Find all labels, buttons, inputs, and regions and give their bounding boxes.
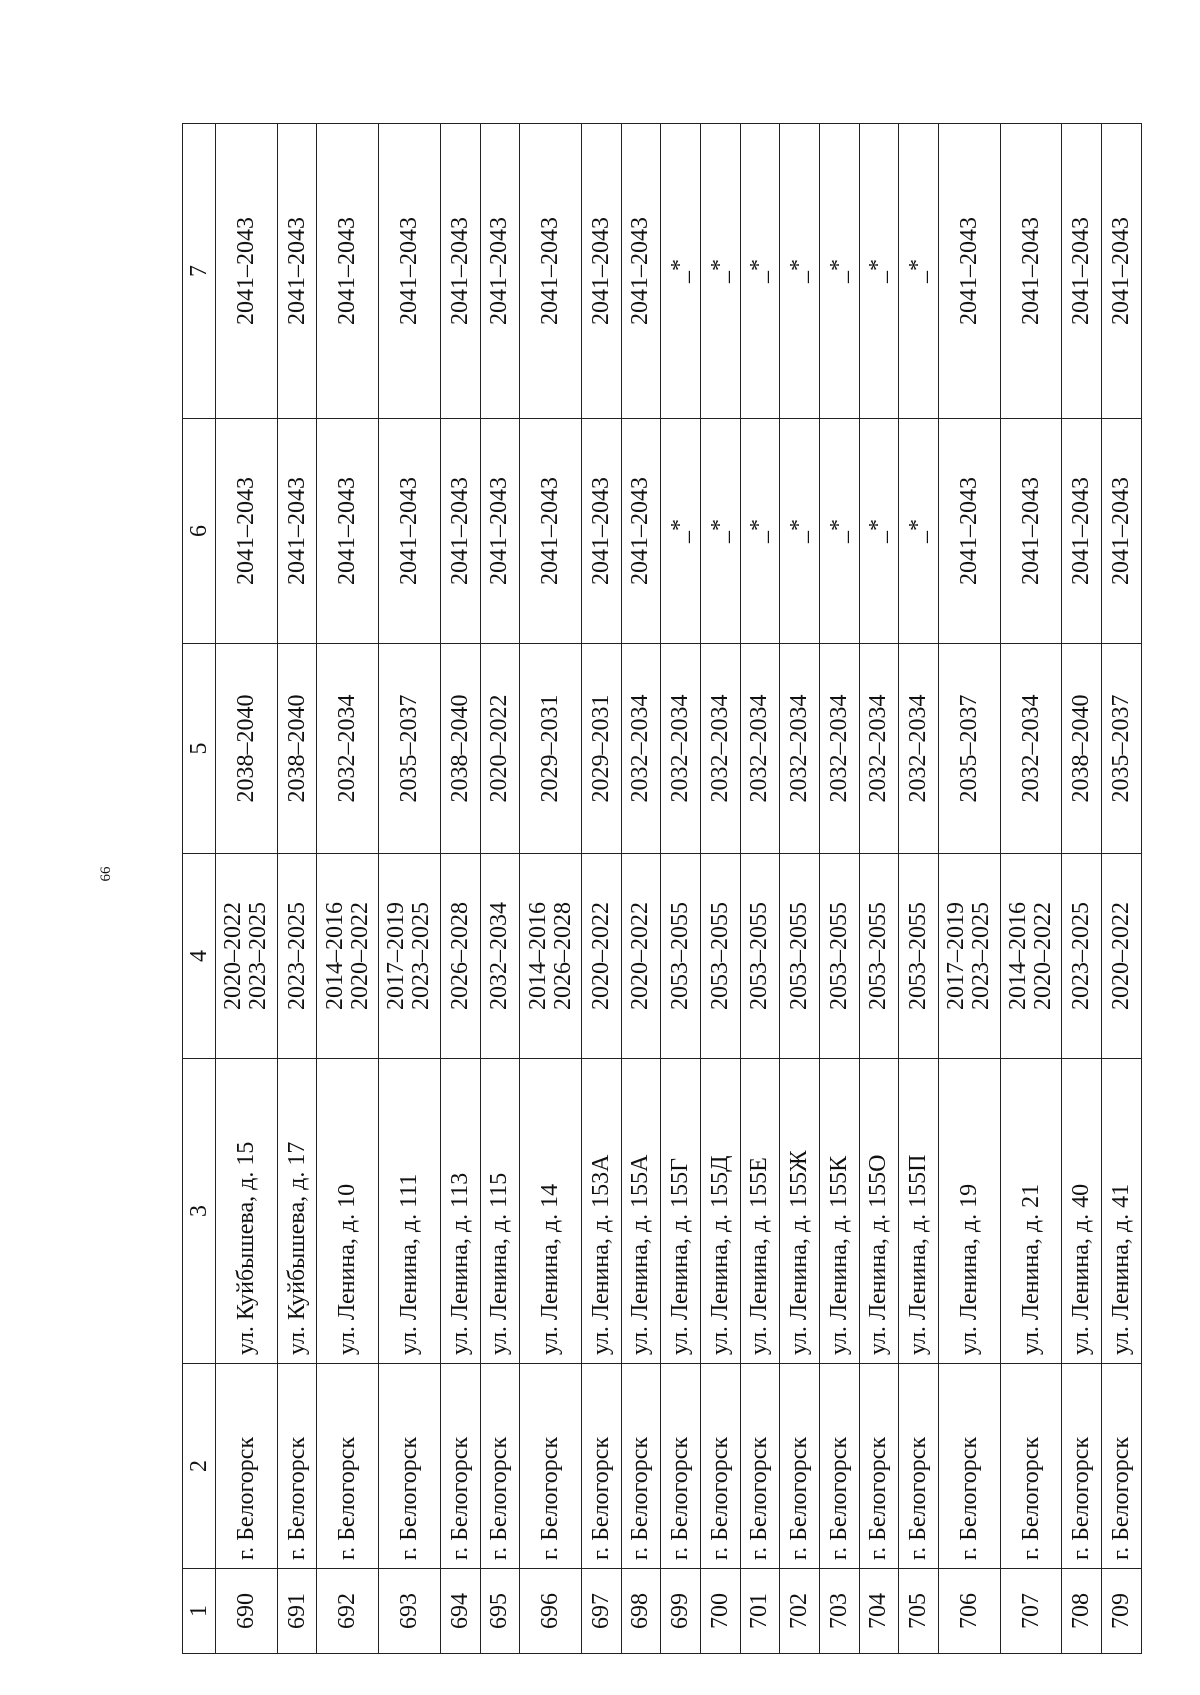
- row-number-cell: 700: [700, 1569, 740, 1654]
- years-cell: [317, 854, 379, 1059]
- row-number-cell: 704: [859, 1569, 899, 1654]
- table-row: [819, 124, 859, 1654]
- column-header: 5: [183, 644, 216, 854]
- years-cell: [1000, 854, 1062, 1059]
- row-number-cell: 701: [740, 1569, 780, 1654]
- column6-cell: 2041–2043: [317, 419, 379, 644]
- column5-cell: 2020–2022: [480, 644, 520, 854]
- column6-cell: _*: [899, 419, 939, 644]
- city-cell: г. Белогорск: [859, 1364, 899, 1569]
- column7-cell: 2041–2043: [379, 124, 441, 419]
- table-row: [938, 124, 1000, 1654]
- row-number-cell: 693: [379, 1569, 441, 1654]
- column5-cell: 2035–2037: [1102, 644, 1142, 854]
- column5-cell: 2032–2034: [740, 644, 780, 854]
- city-cell: г. Белогорск: [520, 1364, 582, 1569]
- column-header: 3: [183, 1059, 216, 1364]
- years-line: 2053–2055: [825, 902, 852, 1010]
- column5-cell: 2038–2040: [440, 644, 480, 854]
- row-number-cell: 705: [899, 1569, 939, 1654]
- address-cell: ул. Ленина, д. 41: [1102, 1059, 1142, 1364]
- row-number-cell: 707: [1000, 1569, 1062, 1654]
- address-cell: ул. Ленина, д. 155П: [899, 1059, 939, 1364]
- column6-cell: _*: [859, 419, 899, 644]
- years-cell: [899, 854, 939, 1059]
- years-line: 2023–2025: [1068, 902, 1095, 1010]
- city-cell: г. Белогорск: [480, 1364, 520, 1569]
- column7-cell: _*: [859, 124, 899, 419]
- table-row: [780, 124, 820, 1654]
- city-cell: г. Белогорск: [1062, 1364, 1102, 1569]
- years-cell: [938, 854, 1000, 1059]
- years-line: 2020–2022: [1030, 902, 1057, 1010]
- column7-cell: 2041–2043: [1062, 124, 1102, 419]
- address-cell: ул. Ленина, д. 21: [1000, 1059, 1062, 1364]
- row-number-cell: 690: [216, 1569, 278, 1654]
- city-cell: г. Белогорск: [277, 1364, 317, 1569]
- column7-cell: 2041–2043: [216, 124, 278, 419]
- column6-cell: _*: [700, 419, 740, 644]
- column7-cell: _*: [780, 124, 820, 419]
- years-line: 2053–2055: [905, 902, 932, 1010]
- column5-cell: 2029–2031: [520, 644, 582, 854]
- address-cell: ул. Ленина, д. 14: [520, 1059, 582, 1364]
- years-cell: [379, 854, 441, 1059]
- row-number-cell: 697: [581, 1569, 621, 1654]
- table-row: [661, 124, 701, 1654]
- table-row: [1062, 124, 1102, 1654]
- address-cell: ул. Ленина, д. 155Г: [661, 1059, 701, 1364]
- city-cell: г. Белогорск: [317, 1364, 379, 1569]
- address-cell: ул. Ленина, д. 155О: [859, 1059, 899, 1364]
- page-number: 66: [98, 866, 114, 882]
- years-line: 2020–2022: [587, 902, 614, 1010]
- years-cell: [621, 854, 661, 1059]
- city-cell: г. Белогорск: [1102, 1364, 1142, 1569]
- years-line: 2032–2034: [486, 902, 513, 1010]
- column6-cell: _*: [780, 419, 820, 644]
- table-row: [520, 124, 582, 1654]
- row-number-cell: 695: [480, 1569, 520, 1654]
- address-cell: ул. Ленина, д. 155Д: [700, 1059, 740, 1364]
- table-row: [317, 124, 379, 1654]
- column6-cell: _*: [819, 419, 859, 644]
- table-row: [440, 124, 480, 1654]
- table-row: [379, 124, 441, 1654]
- row-number-cell: 699: [661, 1569, 701, 1654]
- column5-cell: 2032–2034: [661, 644, 701, 854]
- city-cell: г. Белогорск: [440, 1364, 480, 1569]
- row-number-cell: 706: [938, 1569, 1000, 1654]
- table-row: [700, 124, 740, 1654]
- years-cell: [859, 854, 899, 1059]
- table-body: [216, 124, 1142, 1654]
- years-line: 2023–2025: [245, 902, 272, 1010]
- years-line: 2053–2055: [667, 902, 694, 1010]
- years-line: 2020–2022: [220, 902, 247, 1010]
- address-cell: ул. Ленина, д. 155А: [621, 1059, 661, 1364]
- years-line: 2017–2019: [383, 902, 410, 1010]
- column5-cell: 2029–2031: [581, 644, 621, 854]
- column7-cell: 2041–2043: [938, 124, 1000, 419]
- years-cell: [440, 854, 480, 1059]
- years-line: 2026–2028: [446, 902, 473, 1010]
- column7-cell: 2041–2043: [621, 124, 661, 419]
- city-cell: г. Белогорск: [740, 1364, 780, 1569]
- column6-cell: 2041–2043: [1102, 419, 1142, 644]
- column5-cell: 2032–2034: [317, 644, 379, 854]
- column5-cell: 2035–2037: [938, 644, 1000, 854]
- column7-cell: 2041–2043: [440, 124, 480, 419]
- column6-cell: _*: [740, 419, 780, 644]
- address-cell: ул. Ленина, д. 113: [440, 1059, 480, 1364]
- column6-cell: 2041–2043: [379, 419, 441, 644]
- years-cell: [740, 854, 780, 1059]
- years-line: 2014–2016: [321, 902, 348, 1010]
- years-line: 2053–2055: [786, 902, 813, 1010]
- address-cell: ул. Ленина, д. 10: [317, 1059, 379, 1364]
- address-cell: ул. Ленина, д. 19: [938, 1059, 1000, 1364]
- column5-cell: 2032–2034: [819, 644, 859, 854]
- column6-cell: 2041–2043: [581, 419, 621, 644]
- city-cell: г. Белогорск: [780, 1364, 820, 1569]
- rotated-table-container: [182, 124, 1142, 1654]
- address-cell: ул. Куйбышева, д. 17: [277, 1059, 317, 1364]
- table-row: [621, 124, 661, 1654]
- column-header: 6: [183, 419, 216, 644]
- column6-cell: 2041–2043: [520, 419, 582, 644]
- years-cell: [661, 854, 701, 1059]
- address-cell: ул. Ленина, д. 155Ж: [780, 1059, 820, 1364]
- column7-cell: 2041–2043: [480, 124, 520, 419]
- city-cell: г. Белогорск: [819, 1364, 859, 1569]
- column6-cell: 2041–2043: [277, 419, 317, 644]
- row-number-cell: 709: [1102, 1569, 1142, 1654]
- column-header: 7: [183, 124, 216, 419]
- address-cell: ул. Ленина, д. 115: [480, 1059, 520, 1364]
- column5-cell: 2032–2034: [1000, 644, 1062, 854]
- years-line: 2017–2019: [943, 902, 970, 1010]
- row-number-cell: 708: [1062, 1569, 1102, 1654]
- row-number-cell: 702: [780, 1569, 820, 1654]
- city-cell: г. Белогорск: [379, 1364, 441, 1569]
- column5-cell: 2032–2034: [859, 644, 899, 854]
- column6-cell: 2041–2043: [938, 419, 1000, 644]
- city-cell: г. Белогорск: [581, 1364, 621, 1569]
- column7-cell: _*: [899, 124, 939, 419]
- table-row: [277, 124, 317, 1654]
- years-line: 2014–2016: [524, 902, 551, 1010]
- column6-cell: 2041–2043: [440, 419, 480, 644]
- column5-cell: 2032–2034: [700, 644, 740, 854]
- table-row: [740, 124, 780, 1654]
- years-line: 2053–2055: [746, 902, 773, 1010]
- column6-cell: 2041–2043: [1062, 419, 1102, 644]
- address-cell: ул. Ленина, д. 155К: [819, 1059, 859, 1364]
- column5-cell: 2032–2034: [621, 644, 661, 854]
- row-number-cell: 692: [317, 1569, 379, 1654]
- column7-cell: 2041–2043: [1102, 124, 1142, 419]
- column6-cell: 2041–2043: [216, 419, 278, 644]
- years-cell: [277, 854, 317, 1059]
- address-cell: ул. Ленина, д. 111: [379, 1059, 441, 1364]
- table-header-row: [183, 124, 216, 1654]
- column5-cell: 2038–2040: [277, 644, 317, 854]
- table-row: [216, 124, 278, 1654]
- table-row: [1102, 124, 1142, 1654]
- column6-cell: 2041–2043: [621, 419, 661, 644]
- table-row: [1000, 124, 1062, 1654]
- city-cell: г. Белогорск: [1000, 1364, 1062, 1569]
- years-line: 2014–2016: [1005, 902, 1032, 1010]
- city-cell: г. Белогорск: [700, 1364, 740, 1569]
- years-line: 2020–2022: [346, 902, 373, 1010]
- years-line: 2020–2022: [627, 902, 654, 1010]
- column7-cell: 2041–2043: [581, 124, 621, 419]
- city-cell: г. Белогорск: [938, 1364, 1000, 1569]
- column5-cell: 2035–2037: [379, 644, 441, 854]
- column-header: 4: [183, 854, 216, 1059]
- table-row: [899, 124, 939, 1654]
- city-cell: г. Белогорск: [216, 1364, 278, 1569]
- column7-cell: _*: [740, 124, 780, 419]
- city-cell: г. Белогорск: [621, 1364, 661, 1569]
- column5-cell: 2038–2040: [216, 644, 278, 854]
- address-cell: ул. Куйбышева, д. 15: [216, 1059, 278, 1364]
- years-cell: [480, 854, 520, 1059]
- years-line: 2053–2055: [706, 902, 733, 1010]
- years-cell: [581, 854, 621, 1059]
- table-row: [859, 124, 899, 1654]
- years-cell: [1062, 854, 1102, 1059]
- column6-cell: 2041–2043: [480, 419, 520, 644]
- column6-cell: _*: [661, 419, 701, 644]
- column7-cell: _*: [819, 124, 859, 419]
- years-line: 2023–2025: [408, 902, 435, 1010]
- years-cell: [216, 854, 278, 1059]
- years-line: 2026–2028: [549, 902, 576, 1010]
- column5-cell: 2032–2034: [899, 644, 939, 854]
- address-cell: ул. Ленина, д. 155Е: [740, 1059, 780, 1364]
- column7-cell: 2041–2043: [520, 124, 582, 419]
- years-cell: [520, 854, 582, 1059]
- column5-cell: 2032–2034: [780, 644, 820, 854]
- column7-cell: _*: [661, 124, 701, 419]
- city-cell: г. Белогорск: [899, 1364, 939, 1569]
- row-number-cell: 698: [621, 1569, 661, 1654]
- row-number-cell: 691: [277, 1569, 317, 1654]
- years-line: 2023–2025: [283, 902, 310, 1010]
- table-row: [581, 124, 621, 1654]
- row-number-cell: 694: [440, 1569, 480, 1654]
- address-cell: ул. Ленина, д. 40: [1062, 1059, 1102, 1364]
- schedule-table: [182, 123, 1142, 1654]
- column-header: 2: [183, 1364, 216, 1569]
- column6-cell: 2041–2043: [1000, 419, 1062, 644]
- column7-cell: 2041–2043: [277, 124, 317, 419]
- row-number-cell: 703: [819, 1569, 859, 1654]
- column7-cell: 2041–2043: [1000, 124, 1062, 419]
- column-header: 1: [183, 1569, 216, 1654]
- years-cell: [780, 854, 820, 1059]
- years-cell: [819, 854, 859, 1059]
- column7-cell: _*: [700, 124, 740, 419]
- table-row: [480, 124, 520, 1654]
- years-cell: [700, 854, 740, 1059]
- years-line: 2053–2055: [865, 902, 892, 1010]
- row-number-cell: 696: [520, 1569, 582, 1654]
- years-line: 2023–2025: [968, 902, 995, 1010]
- address-cell: ул. Ленина, д. 153А: [581, 1059, 621, 1364]
- city-cell: г. Белогорск: [661, 1364, 701, 1569]
- column7-cell: 2041–2043: [317, 124, 379, 419]
- column5-cell: 2038–2040: [1062, 644, 1102, 854]
- years-cell: [1102, 854, 1142, 1059]
- years-line: 2020–2022: [1108, 902, 1135, 1010]
